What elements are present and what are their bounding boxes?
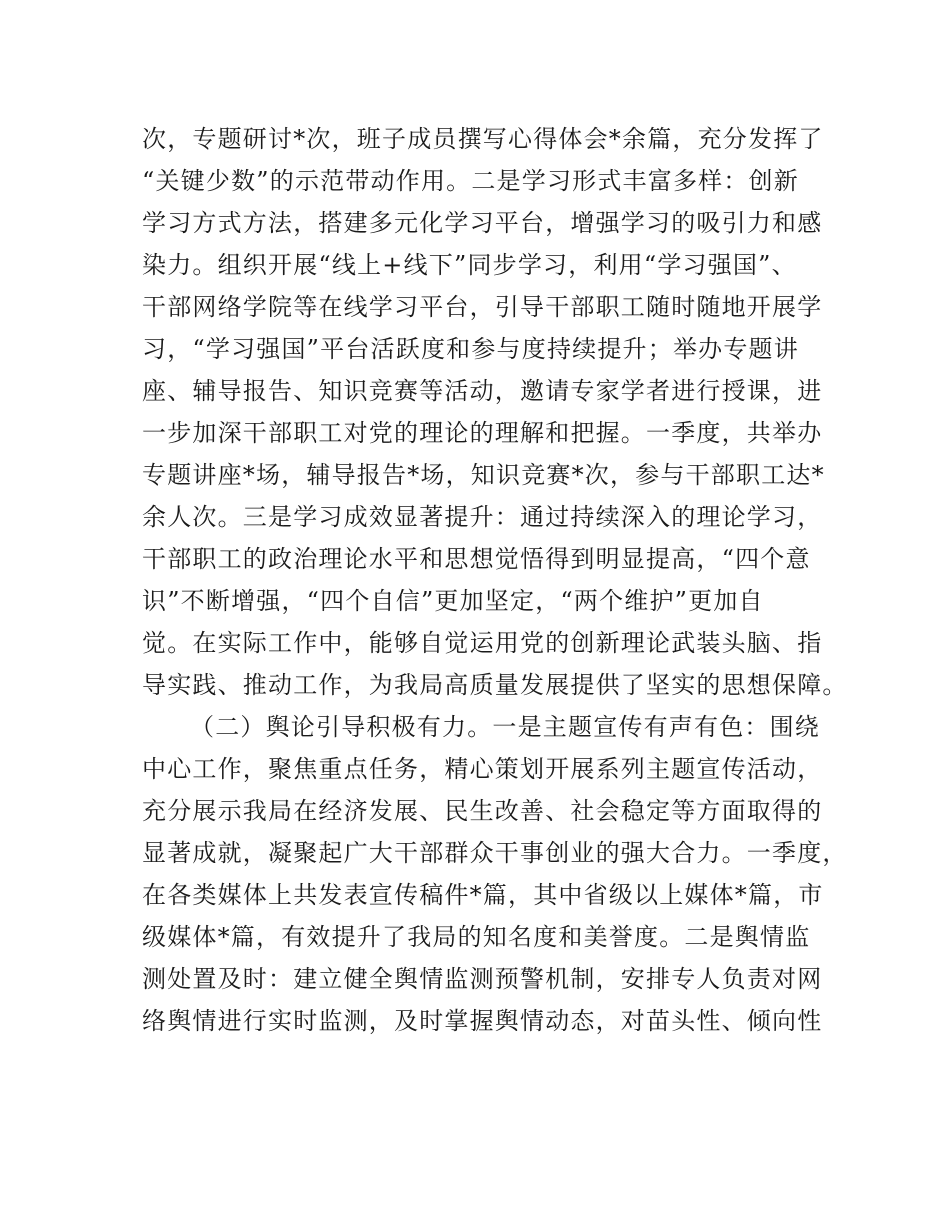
text-line: 座、辅导报告、知识竞赛等活动，邀请专家学者进行授课，进 [142, 377, 823, 405]
text-line: 测处置及时：建立健全舆情监测预警机制，安排专人负责对网 [142, 965, 823, 993]
text-line: 中心工作，聚焦重点任务，精心策划开展系列主题宣传活动， [142, 755, 823, 783]
text-line: 在各类媒体上共发表宣传稿件*篇，其中省级以上媒体*篇，市 [142, 881, 824, 909]
text-line: 专题讲座*场，辅导报告*场，知识竞赛*次，参与干部职工达* [142, 461, 825, 489]
text-line: “关键少数”的示范带动作用。二是学习形式丰富多样：创新 [142, 167, 799, 195]
text-line: 习，“学习强国”平台活跃度和参与度持续提升；举办专题讲 [142, 335, 799, 363]
text-line: 次，专题研讨*次，班子成员撰写心得体会*余篇，充分发挥了 [142, 125, 824, 153]
text-line: 余人次。三是学习成效显著提升：通过持续深入的理论学习， [142, 503, 823, 531]
text-line: 充分展示我局在经济发展、民生改善、社会稳定等方面取得的 [142, 797, 823, 825]
text-line: 干部网络学院等在线学习平台，引导干部职工随时随地开展学 [142, 293, 823, 321]
text-line: 级媒体*篇，有效提升了我局的知名度和美誉度。二是舆情监 [142, 923, 811, 951]
text-line: 一步加深干部职工对党的理论的理解和把握。一季度，共举办 [142, 419, 823, 447]
document-body [142, 118, 848, 1042]
section-heading-line: （二）舆论引导积极有力。一是主题宣传有声有色：围绕 [190, 713, 820, 741]
text-line: 显著成就，凝聚起广大干部群众干事创业的强大合力。一季度， [142, 839, 848, 867]
text-line: 导实践、推动工作，为我局高质量发展提供了坚实的思想保障。 [142, 671, 848, 699]
text-line: 染力。组织开展“线上+线下”同步学习，利用“学习强国”、 [142, 251, 797, 279]
text-line: 识”不断增强，“四个自信”更加坚定，“两个维护”更加自 [142, 587, 764, 615]
text-line: 学习方式方法，搭建多元化学习平台，增强学习的吸引力和感 [142, 209, 823, 237]
text-line: 觉。在实际工作中，能够自觉运用党的创新理论武装头脑、指 [142, 629, 823, 657]
text-line: 干部职工的政治理论水平和思想觉悟得到明显提高，“四个意 [142, 545, 811, 573]
text-line: 络舆情进行实时监测，及时掌握舆情动态，对苗头性、倾向性 [142, 1007, 823, 1035]
